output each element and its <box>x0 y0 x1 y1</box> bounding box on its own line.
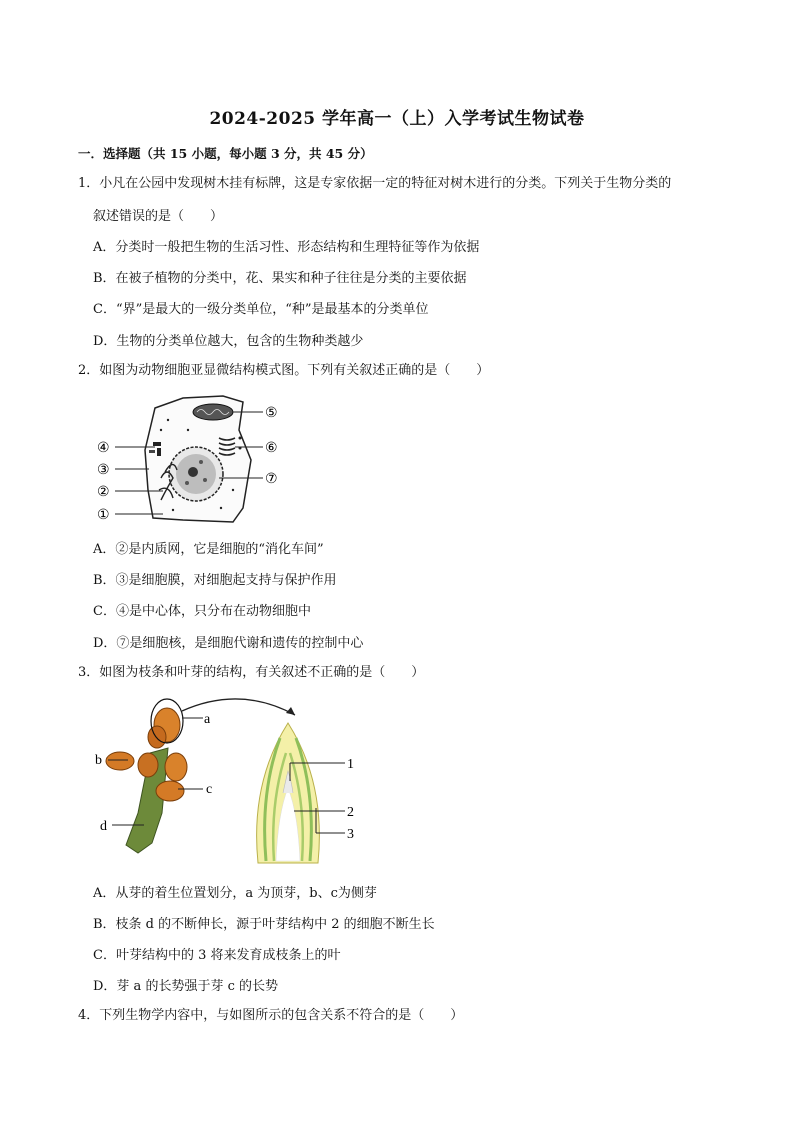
page-title: 2024-2025 学年高一（上）入学考试生物试卷 <box>209 109 585 129</box>
cell-label-3: ③ <box>97 463 110 478</box>
lateral-bud-c <box>156 781 184 801</box>
branch-label-c: c <box>206 782 213 797</box>
question-2-option-a: A．②是内质网，它是细胞的“消化车间” <box>93 542 324 557</box>
animal-cell-figure <box>93 390 293 530</box>
question-4-stem: 4．下列生物学内容中，与如图所示的包含关系不符合的是（ ） <box>78 1008 464 1023</box>
question-2-option-d: D．⑦是细胞核，是细胞代谢和遗传的控制中心 <box>93 636 364 651</box>
cell-label-4: ④ <box>97 441 110 456</box>
cell-label-5: ⑤ <box>265 406 278 421</box>
question-2-option-c: C．④是中心体，只分布在动物细胞中 <box>93 604 311 619</box>
question-1-stem: 1．小凡在公园中发现树木挂有标牌，这是专家依据一定的特征对树木进行的分类。下列关于生物分类的 <box>78 176 672 191</box>
question-1-option-d: D．生物的分类单位越大，包含的生物种类越少 <box>93 334 364 349</box>
question-2-stem: 2．如图为动物细胞亚显微结构模式图。下列有关叙述正确的是（ ） <box>78 363 490 378</box>
cell-label-7: ⑦ <box>265 472 278 487</box>
question-3-option-b: B．枝条 d 的不断伸长，源于叶芽结构中 2 的细胞不断生长 <box>93 917 435 932</box>
question-1-option-c: C．“界”是最大的一级分类单位，“种”是最基本的分类单位 <box>93 302 429 317</box>
bud-label-3: 3 <box>347 827 354 842</box>
branch-label-a: a <box>204 712 211 727</box>
question-3-option-c: C．叶芽结构中的 3 将来发育成枝条上的叶 <box>93 948 341 963</box>
branch-and-bud-figure <box>90 693 380 868</box>
bud-label-2: 2 <box>347 805 354 820</box>
lateral-bud-b <box>106 752 134 770</box>
cell-label-1: ① <box>97 508 110 523</box>
branch-label-b: b <box>95 753 102 768</box>
question-1-option-a: A．分类时一般把生物的生活习性、形态结构和生理特征等作为依据 <box>93 240 480 255</box>
cell-label-2: ② <box>97 485 110 500</box>
section-heading: 一．选择题（共 15 小题，每小题 3 分，共 45 分） <box>78 146 373 161</box>
question-3-option-a: A．从芽的着生位置划分，a 为顶芽，b、c为侧芽 <box>93 886 377 901</box>
question-1-stem-cont: 叙述错误的是（ ） <box>93 209 224 224</box>
branch-label-d: d <box>100 819 107 834</box>
question-3-option-d: D．芽 a 的长势强于芽 c 的长势 <box>93 979 278 994</box>
question-3-stem: 3．如图为枝条和叶芽的结构，有关叙述不正确的是（ ） <box>78 665 425 680</box>
question-2-option-b: B．③是细胞膜，对细胞起支持与保护作用 <box>93 573 337 588</box>
bud-label-1: 1 <box>347 757 354 772</box>
cell-label-6: ⑥ <box>265 441 278 456</box>
leaf-bud-section <box>257 723 320 863</box>
question-1-option-b: B．在被子植物的分类中，花、果实和种子往往是分类的主要依据 <box>93 271 467 286</box>
